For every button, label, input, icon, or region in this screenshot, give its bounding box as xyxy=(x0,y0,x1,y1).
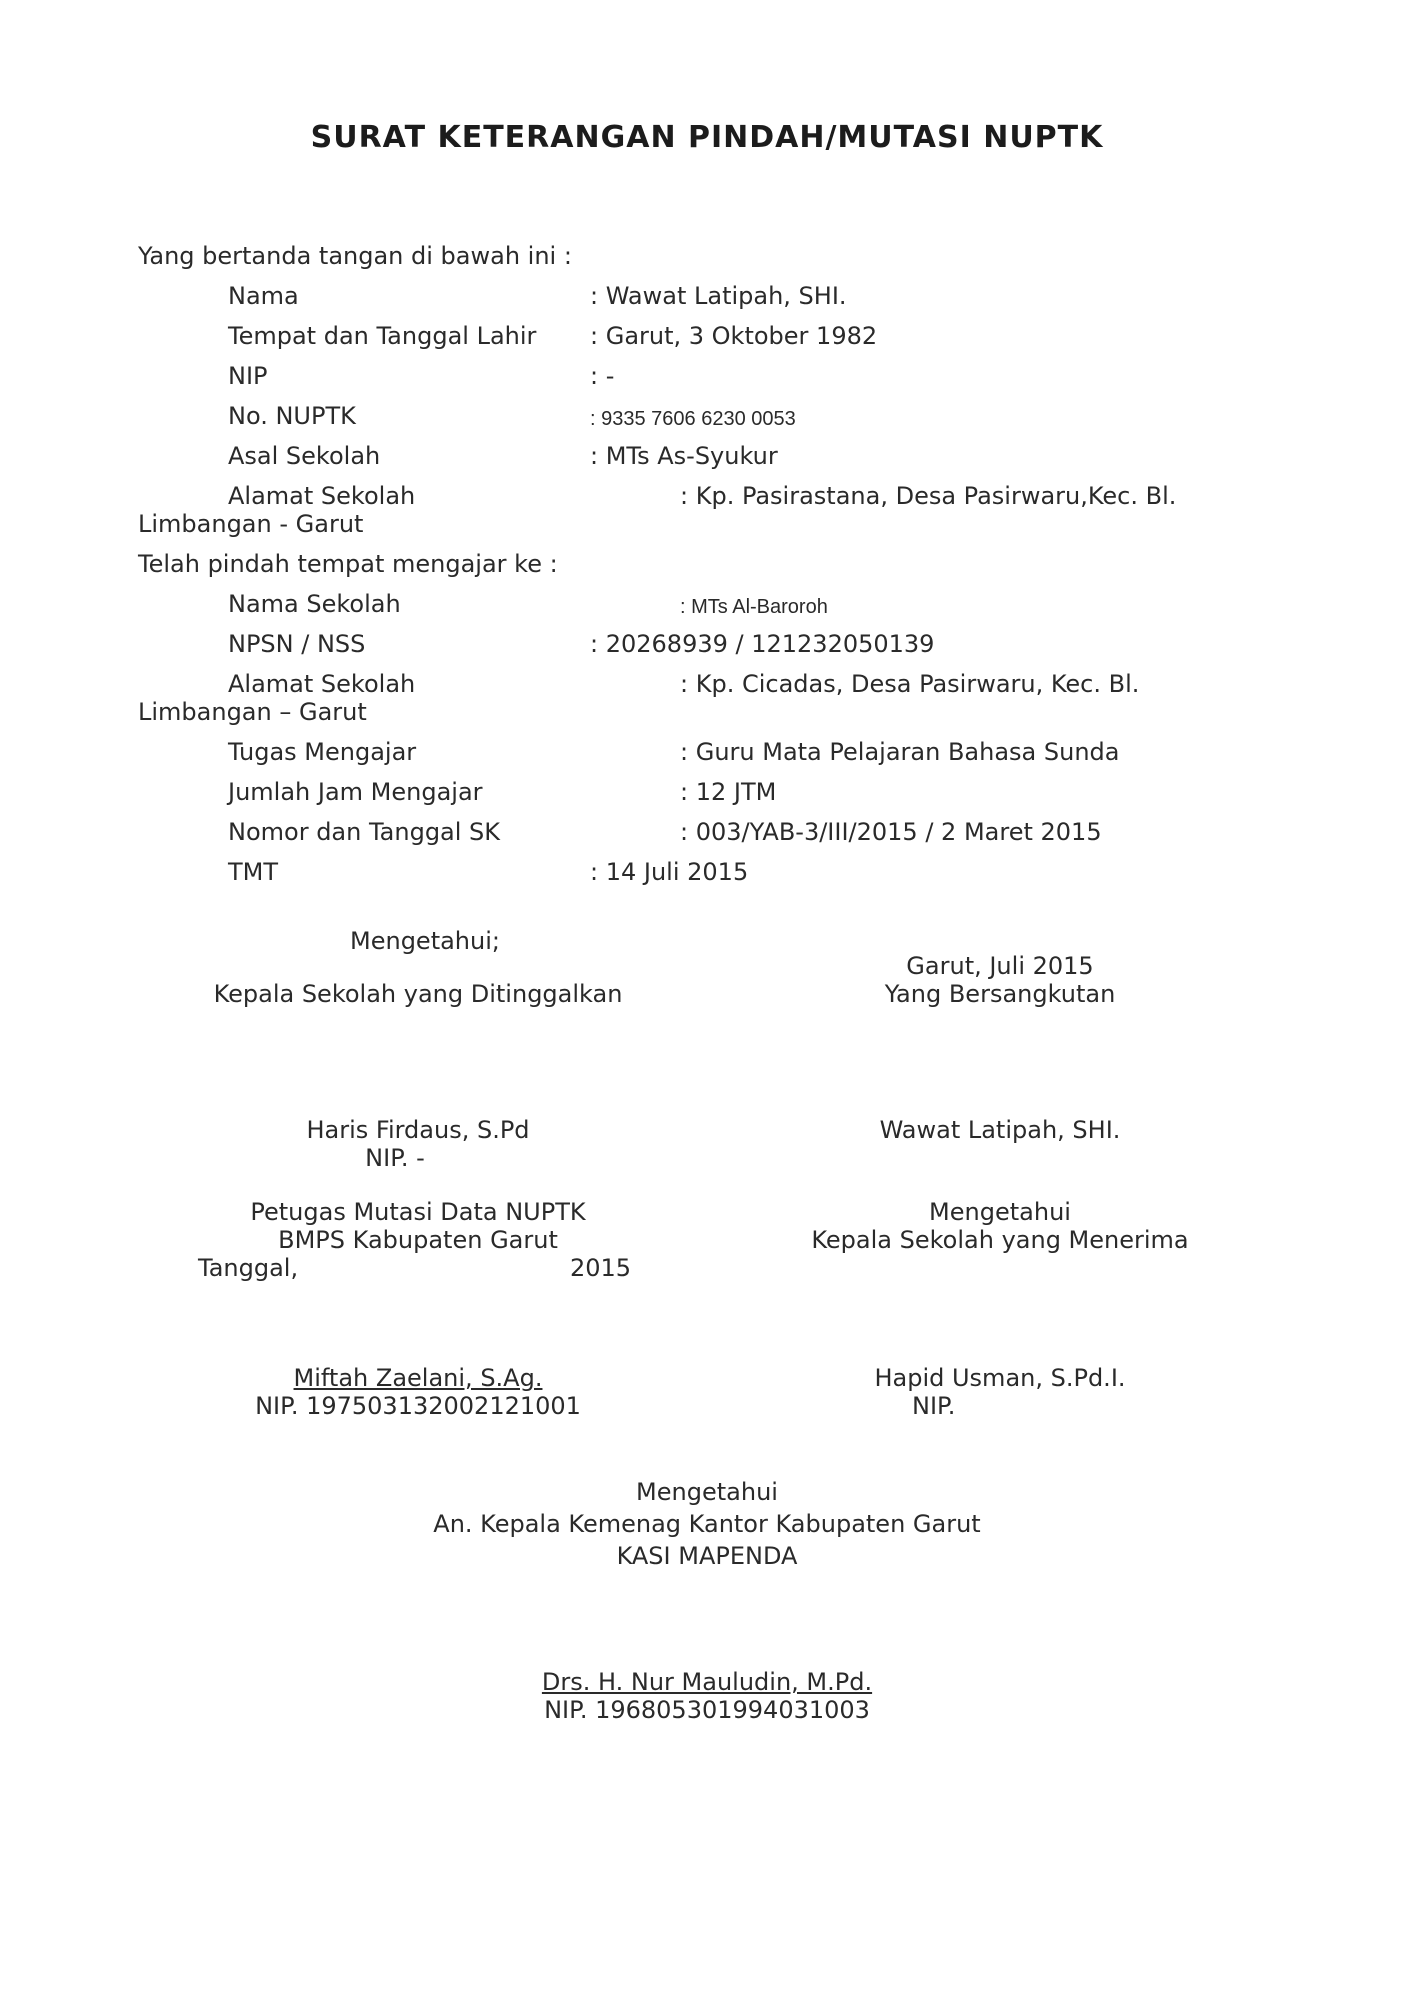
label-nuptk: No. NUPTK xyxy=(228,402,356,430)
petugas-name: Miftah Zaelani, S.Ag. xyxy=(293,1364,543,1392)
label-nip: NIP xyxy=(228,362,268,390)
label-jam: Jumlah Jam Mengajar xyxy=(228,778,483,806)
label-npsn: NPSN / NSS xyxy=(228,630,366,658)
mengetahui-2: Mengetahui xyxy=(929,1198,1071,1226)
value-npsn: : 20268939 / 121232050139 xyxy=(590,630,935,658)
value-sk: : 003/YAB-3/III/2015 / 2 Maret 2015 xyxy=(680,818,1102,846)
label-asal-sekolah: Asal Sekolah xyxy=(228,442,381,470)
value-alamat-tujuan: : Kp. Cicadas, Desa Pasirwaru, Kec. Bl. xyxy=(680,670,1140,698)
kepala-1-nip: NIP. - xyxy=(365,1144,425,1172)
label-tugas: Tugas Mengajar xyxy=(228,738,417,766)
petugas-year: 2015 xyxy=(570,1254,632,1282)
transfer-intro: Telah pindah tempat mengajar ke : xyxy=(138,550,558,578)
document-title: SURAT KETERANGAN PINDAH/MUTASI NUPTK xyxy=(310,120,1104,155)
kasi-name: Drs. H. Nur Mauludin, M.Pd. xyxy=(541,1668,873,1696)
value-nama: : Wawat Latipah, SHI. xyxy=(590,282,847,310)
label-nama: Nama xyxy=(228,282,299,310)
kepala-menerima: Kepala Sekolah yang Menerima xyxy=(811,1226,1189,1254)
value-tugas: : Guru Mata Pelajaran Bahasa Sunda xyxy=(680,738,1120,766)
petugas-line-2: BMPS Kabupaten Garut xyxy=(278,1226,558,1254)
petugas-tanggal: Tanggal, xyxy=(198,1254,299,1282)
label-sk: Nomor dan Tanggal SK xyxy=(228,818,501,846)
kasi-nip: NIP. 196805301994031003 xyxy=(544,1696,870,1724)
value-jam: : 12 JTM xyxy=(680,778,777,806)
label-tmt: TMT xyxy=(228,858,279,886)
value-nuptk: : 9335 7606 6230 0053 xyxy=(590,408,796,430)
petugas-nip: NIP. 197503132002121001 xyxy=(255,1392,581,1420)
value-alamat-tujuan-cont: Limbangan – Garut xyxy=(138,698,367,726)
kepala-2-nip: NIP. xyxy=(912,1392,956,1420)
intro-text: Yang bertanda tangan di bawah ini : xyxy=(138,242,572,270)
label-alamat-asal: Alamat Sekolah xyxy=(228,482,416,510)
self-name: Wawat Latipah, SHI. xyxy=(879,1116,1121,1144)
mengetahui-3: Mengetahui xyxy=(636,1478,778,1506)
label-alamat-tujuan: Alamat Sekolah xyxy=(228,670,416,698)
petugas-line-1: Petugas Mutasi Data NUPTK xyxy=(250,1198,586,1226)
kemenag-line-2: KASI MAPENDA xyxy=(616,1542,798,1570)
kemenag-line-1: An. Kepala Kemenag Kantor Kabupaten Garut xyxy=(433,1510,981,1538)
kepala-1-name: Haris Firdaus, S.Pd xyxy=(306,1116,530,1144)
value-asal-sekolah: : MTs As-Syukur xyxy=(590,442,778,470)
yang-bersangkutan: Yang Bersangkutan xyxy=(884,980,1116,1008)
value-nip: : - xyxy=(590,362,615,390)
label-ttl: Tempat dan Tanggal Lahir xyxy=(228,322,537,350)
value-alamat-asal: : Kp. Pasirastana, Desa Pasirwaru,Kec. Bl. xyxy=(680,482,1177,510)
value-tmt: : 14 Juli 2015 xyxy=(590,858,749,886)
label-nama-sekolah: Nama Sekolah xyxy=(228,590,401,618)
value-alamat-asal-cont: Limbangan - Garut xyxy=(138,510,364,538)
kepala-ditinggalkan: Kepala Sekolah yang Ditinggalkan xyxy=(213,980,623,1008)
value-nama-sekolah: : MTs Al-Baroroh xyxy=(680,596,828,618)
mengetahui-1: Mengetahui; xyxy=(350,927,500,955)
value-ttl: : Garut, 3 Oktober 1982 xyxy=(590,322,878,350)
place-date: Garut, Juli 2015 xyxy=(906,952,1094,980)
kepala-2-name: Hapid Usman, S.Pd.I. xyxy=(874,1364,1126,1392)
